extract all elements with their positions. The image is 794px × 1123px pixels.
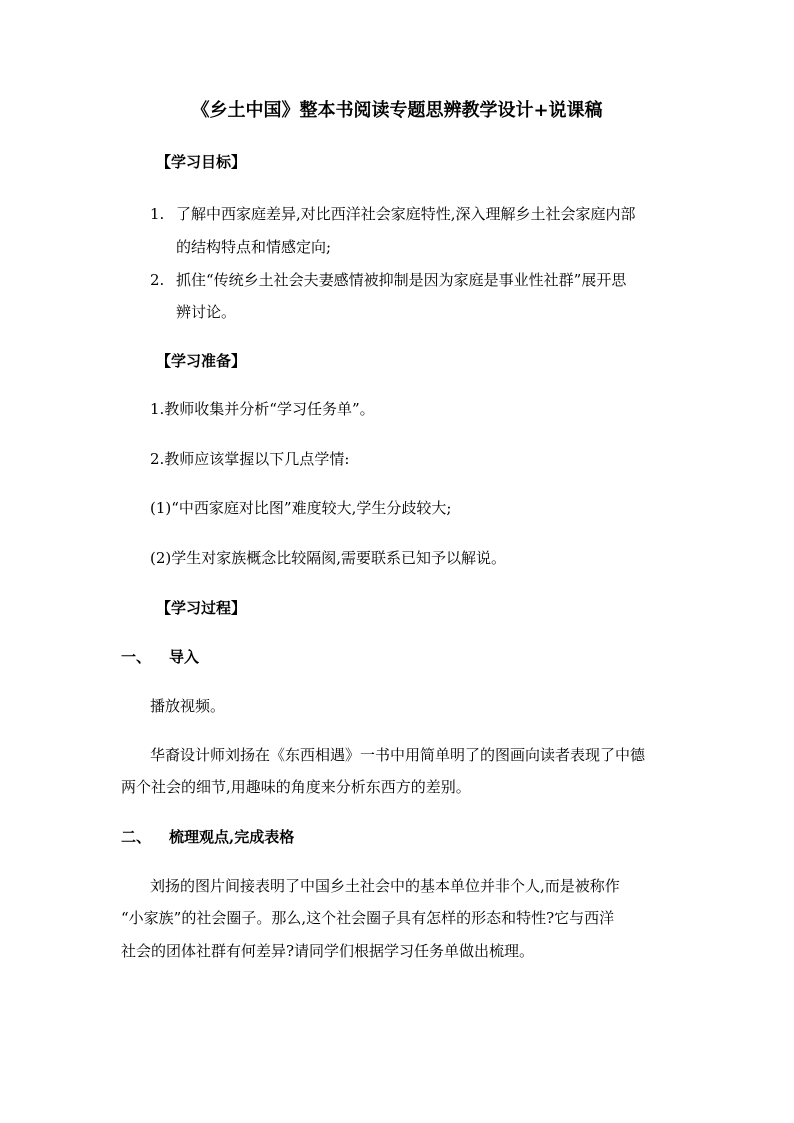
section-2-title: 梳理观点,完成表格 <box>169 828 295 846</box>
section-2-heading <box>121 826 294 848</box>
objectives-heading: 【学习目标】 <box>156 153 247 171</box>
preparation-item-2: 2.教师应该掌握以下几点学情: <box>150 450 350 468</box>
section-1-paragraph-1: 播放视频。 <box>150 697 226 715</box>
objective-item-1-number: 1. <box>150 205 165 223</box>
section-2-paragraph-line-1: 刘扬的图片间接表明了中国乡土社会中的基本单位并非个人,而是被称作 <box>150 877 620 895</box>
objective-item-1-line-2: 的结构特点和情感定向; <box>176 238 332 256</box>
objective-item-2-text: 抓住“传统乡土社会夫妻感情被抑制是因为家庭是事业性社群”展开思 <box>176 271 627 289</box>
preparation-item-4: (2)学生对家族概念比较隔阂,需要联系已知予以解说。 <box>150 549 507 567</box>
objective-item-2-line-1 <box>150 269 626 291</box>
section-1-number: 一、 <box>121 648 152 666</box>
section-1-heading <box>121 646 199 668</box>
section-2-paragraph-line-3: 社会的团体社群有何差异?请同学们根据学习任务单做出梳理。 <box>121 942 535 960</box>
section-2-number: 二、 <box>121 828 152 846</box>
section-1-paragraph-2-line-1: 华裔设计师刘扬在《东西相遇》一书中用简单明了的图画向读者表现了中德 <box>150 746 646 764</box>
preparation-item-1: 1.教师收集并分析“学习任务单”。 <box>150 400 375 418</box>
preparation-item-3: (1)“中西家庭对比图”难度较大,学生分歧较大; <box>150 499 452 517</box>
objective-item-2-line-2: 辨讨论。 <box>176 303 237 321</box>
process-heading: 【学习过程】 <box>156 599 247 617</box>
section-1-title: 导入 <box>169 648 200 666</box>
preparation-heading: 【学习准备】 <box>156 352 247 370</box>
document-title: 《乡土中国》整本书阅读专题思辨教学设计+说课稿 <box>191 100 603 121</box>
objective-item-1-text: 了解中西家庭差异,对比西洋社会家庭特性,深入理解乡土社会家庭内部 <box>176 205 636 223</box>
section-2-paragraph-line-2: “小家族”的社会圈子。那么,这个社会圈子具有怎样的形态和特性?它与西洋 <box>121 909 615 927</box>
objective-item-1-line-1 <box>150 203 636 225</box>
section-1-paragraph-2-line-2: 两个社会的细节,用趣味的角度来分析东西方的差别。 <box>121 778 471 796</box>
objective-item-2-number: 2. <box>150 271 165 289</box>
